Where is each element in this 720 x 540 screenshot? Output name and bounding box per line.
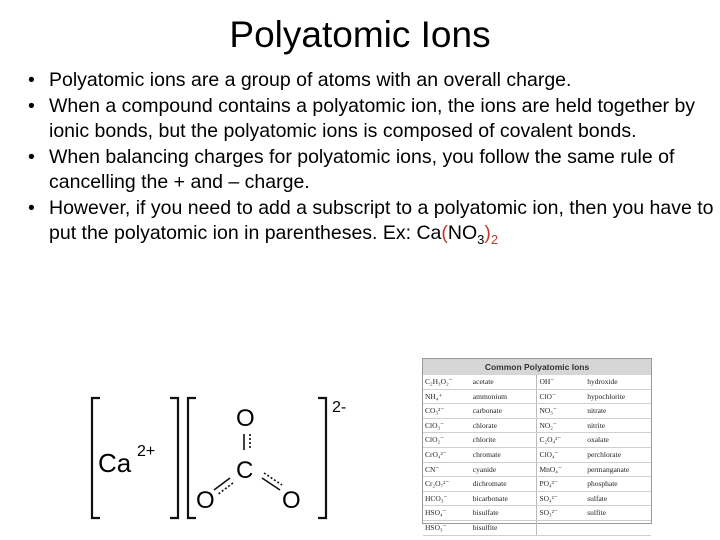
oxygen-right: O <box>282 487 301 514</box>
formula-cell: HCO₃⁻ <box>423 491 471 506</box>
bullet-icon: • <box>28 145 35 168</box>
bullet-item <box>28 145 714 196</box>
formula-cell: PO₄³⁻ <box>537 477 585 492</box>
formula-cell: SO₃²⁻ <box>537 506 585 521</box>
name-cell: hypochlorite <box>585 389 651 404</box>
formula-cell: NH₄⁺ <box>423 389 471 404</box>
formula-cell: ClO₄⁻ <box>537 447 585 462</box>
bullet-icon: • <box>28 196 35 219</box>
formula-cell: C₂O₄²⁻ <box>537 433 585 448</box>
anion-bracket-left <box>188 398 196 518</box>
name-cell: carbonate <box>471 404 537 419</box>
example-outer-subscript: 2 <box>490 232 499 247</box>
cation-charge: 2+ <box>137 443 156 460</box>
name-cell: nitrite <box>585 418 651 433</box>
formula-cell: NO₂⁻ <box>537 418 585 433</box>
table-body <box>423 375 651 535</box>
name-cell: chromate <box>471 447 537 462</box>
name-cell: ammonium <box>471 389 537 404</box>
bullet-text: However, if you need to add a subscript to a polyatomic ion, then you have to put the polyatomic ion in parentheses. Ex: Ca <box>49 196 714 244</box>
anion-bracket-right <box>318 398 326 518</box>
name-cell: bisulfite <box>471 520 537 535</box>
example-open-paren: ( <box>441 222 448 244</box>
formula-cell: ClO₃⁻ <box>423 418 471 433</box>
carbon-center: C <box>236 457 254 484</box>
bullet-text: Polyatomic ions are a group of atoms with an overall charge. <box>49 69 572 91</box>
name-cell: permanganate <box>585 462 651 477</box>
formula-cell: HSO₄⁻ <box>423 506 471 521</box>
formula-cell: ClO₂⁻ <box>423 433 471 448</box>
table-row <box>423 404 651 419</box>
name-cell: perchlorate <box>585 447 651 462</box>
cation-bracket-right <box>170 398 178 518</box>
table-row <box>423 418 651 433</box>
name-cell: phosphate <box>585 477 651 492</box>
single-bond-left-dash <box>217 483 233 495</box>
formula-cell: SO₄²⁻ <box>537 491 585 506</box>
example-close-paren: ) <box>484 222 491 244</box>
formula-cell: CN⁻ <box>423 462 471 477</box>
name-cell: oxalate <box>585 433 651 448</box>
table-row <box>423 506 651 521</box>
example-inner-subscript: 3 <box>477 232 485 247</box>
formula-cell: NO₃⁻ <box>537 404 585 419</box>
table-row <box>423 520 651 535</box>
cation-symbol: Ca <box>98 448 132 478</box>
example-core: NO <box>447 222 478 244</box>
table-row <box>423 462 651 477</box>
formula-cell: OH⁻ <box>537 375 585 389</box>
formula-cell <box>537 520 585 535</box>
table-row <box>423 477 651 492</box>
table-row <box>423 491 651 506</box>
bullet-item <box>28 94 714 145</box>
calcium-carbonate-diagram <box>90 392 380 522</box>
oxygen-top: O <box>236 405 255 432</box>
polyatomic-ion-table <box>422 358 652 532</box>
table-row <box>423 375 651 389</box>
bullet-text: When balancing charges for polyatomic ions, you follow the same rule of cancelling the + and – charge. <box>49 145 675 193</box>
name-cell: chlorate <box>471 418 537 433</box>
bullet-item <box>28 196 714 247</box>
oxygen-left: O <box>196 487 215 514</box>
bullet-list <box>28 68 714 247</box>
slide-title: Polyatomic Ions <box>229 14 491 55</box>
name-cell: bicarbonate <box>471 491 537 506</box>
name-cell <box>585 520 651 535</box>
name-cell: cyanide <box>471 462 537 477</box>
table-heading: Common Polyatomic Ions <box>423 359 651 375</box>
formula-cell: MnO₄⁻ <box>537 462 585 477</box>
single-bond-right-dash <box>264 473 282 485</box>
table-row <box>423 433 651 448</box>
bullet-item <box>28 68 714 94</box>
name-cell: acetate <box>471 375 537 389</box>
bullet-icon: • <box>28 69 35 91</box>
name-cell: nitrate <box>585 404 651 419</box>
table-row <box>423 389 651 404</box>
name-cell: chlorite <box>471 433 537 448</box>
name-cell: sulfate <box>585 491 651 506</box>
anion-charge: 2- <box>332 399 347 416</box>
table-row <box>423 447 651 462</box>
single-bond-left <box>214 478 230 490</box>
name-cell: sulfite <box>585 506 651 521</box>
name-cell: hydroxide <box>585 375 651 389</box>
bullet-icon: • <box>28 94 35 117</box>
formula-cell: Cr₂O₇²⁻ <box>423 477 471 492</box>
name-cell: dichromate <box>471 477 537 492</box>
formula-cell: CrO₄²⁻ <box>423 447 471 462</box>
formula-cell: CO₃²⁻ <box>423 404 471 419</box>
single-bond-right <box>262 478 280 490</box>
formula-cell: ClO⁻ <box>537 389 585 404</box>
bullet-text: When a compound contains a polyatomic ion, the ions are held together by ionic bonds, but the polyatomic ions is composed of covalent bonds. <box>49 94 696 142</box>
formula-cell: HSO₃⁻ <box>423 520 471 535</box>
name-cell: bisulfate <box>471 506 537 521</box>
formula-cell: C₂H₃O₂⁻ <box>423 375 471 389</box>
